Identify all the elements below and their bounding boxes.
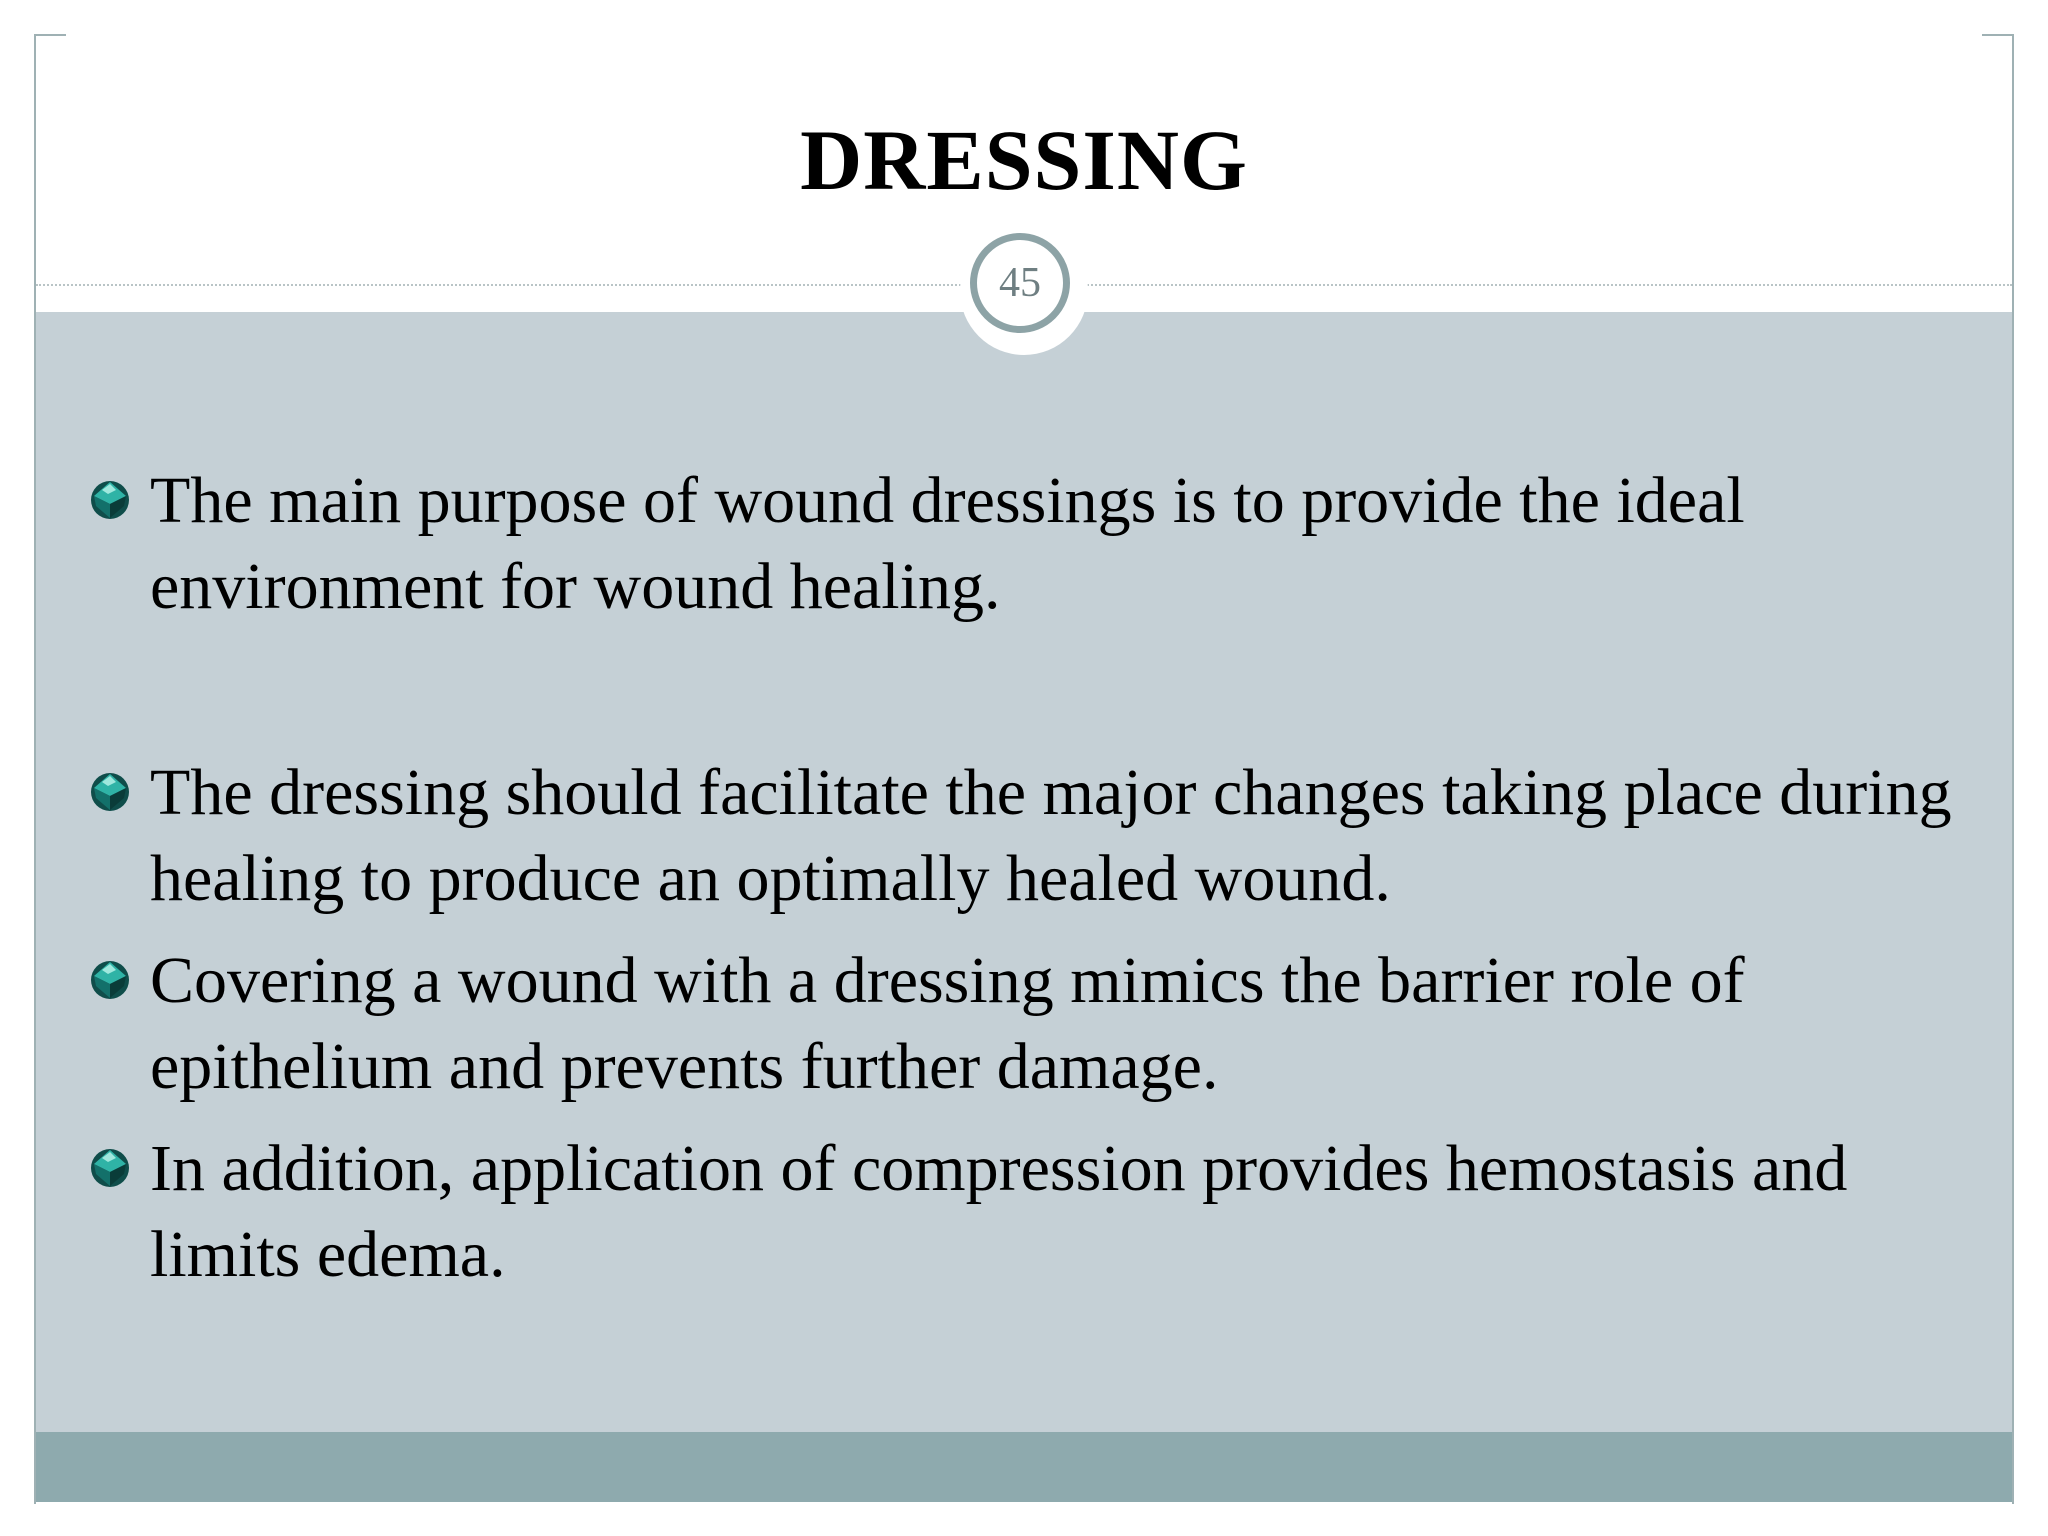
slide-title: DRESSING [800,112,1248,208]
bullet-item [88,750,1968,922]
frame-top-right-corner [1982,34,2014,36]
bullet-item [88,458,1968,630]
frame-top-left-corner [34,34,66,36]
green-gem-bullet-icon [88,770,132,814]
bullet-text: The dressing should facilitate the major changes taking place during healing to produce an optimally healed wound. [150,756,1952,915]
green-gem-bullet-icon [88,958,132,1002]
bullet-item [88,1126,1968,1298]
page-number-badge [970,233,1070,333]
green-gem-bullet-icon [88,478,132,522]
bullet-item [88,938,1968,1110]
green-gem-bullet-icon [88,1146,132,1190]
frame-right-border [2012,34,2014,1504]
footer-band [36,1432,2012,1502]
bullet-text: In addition, application of compression provides hemostasis and limits edema. [150,1132,1848,1291]
bullet-text: Covering a wound with a dressing mimics the barrier role of epithelium and prevents further damage. [150,944,1745,1103]
bullet-text: The main purpose of wound dressings is to provide the ideal environment for wound healing. [150,464,1745,623]
bullet-list [88,458,1968,1298]
page-number: 45 [999,260,1041,306]
